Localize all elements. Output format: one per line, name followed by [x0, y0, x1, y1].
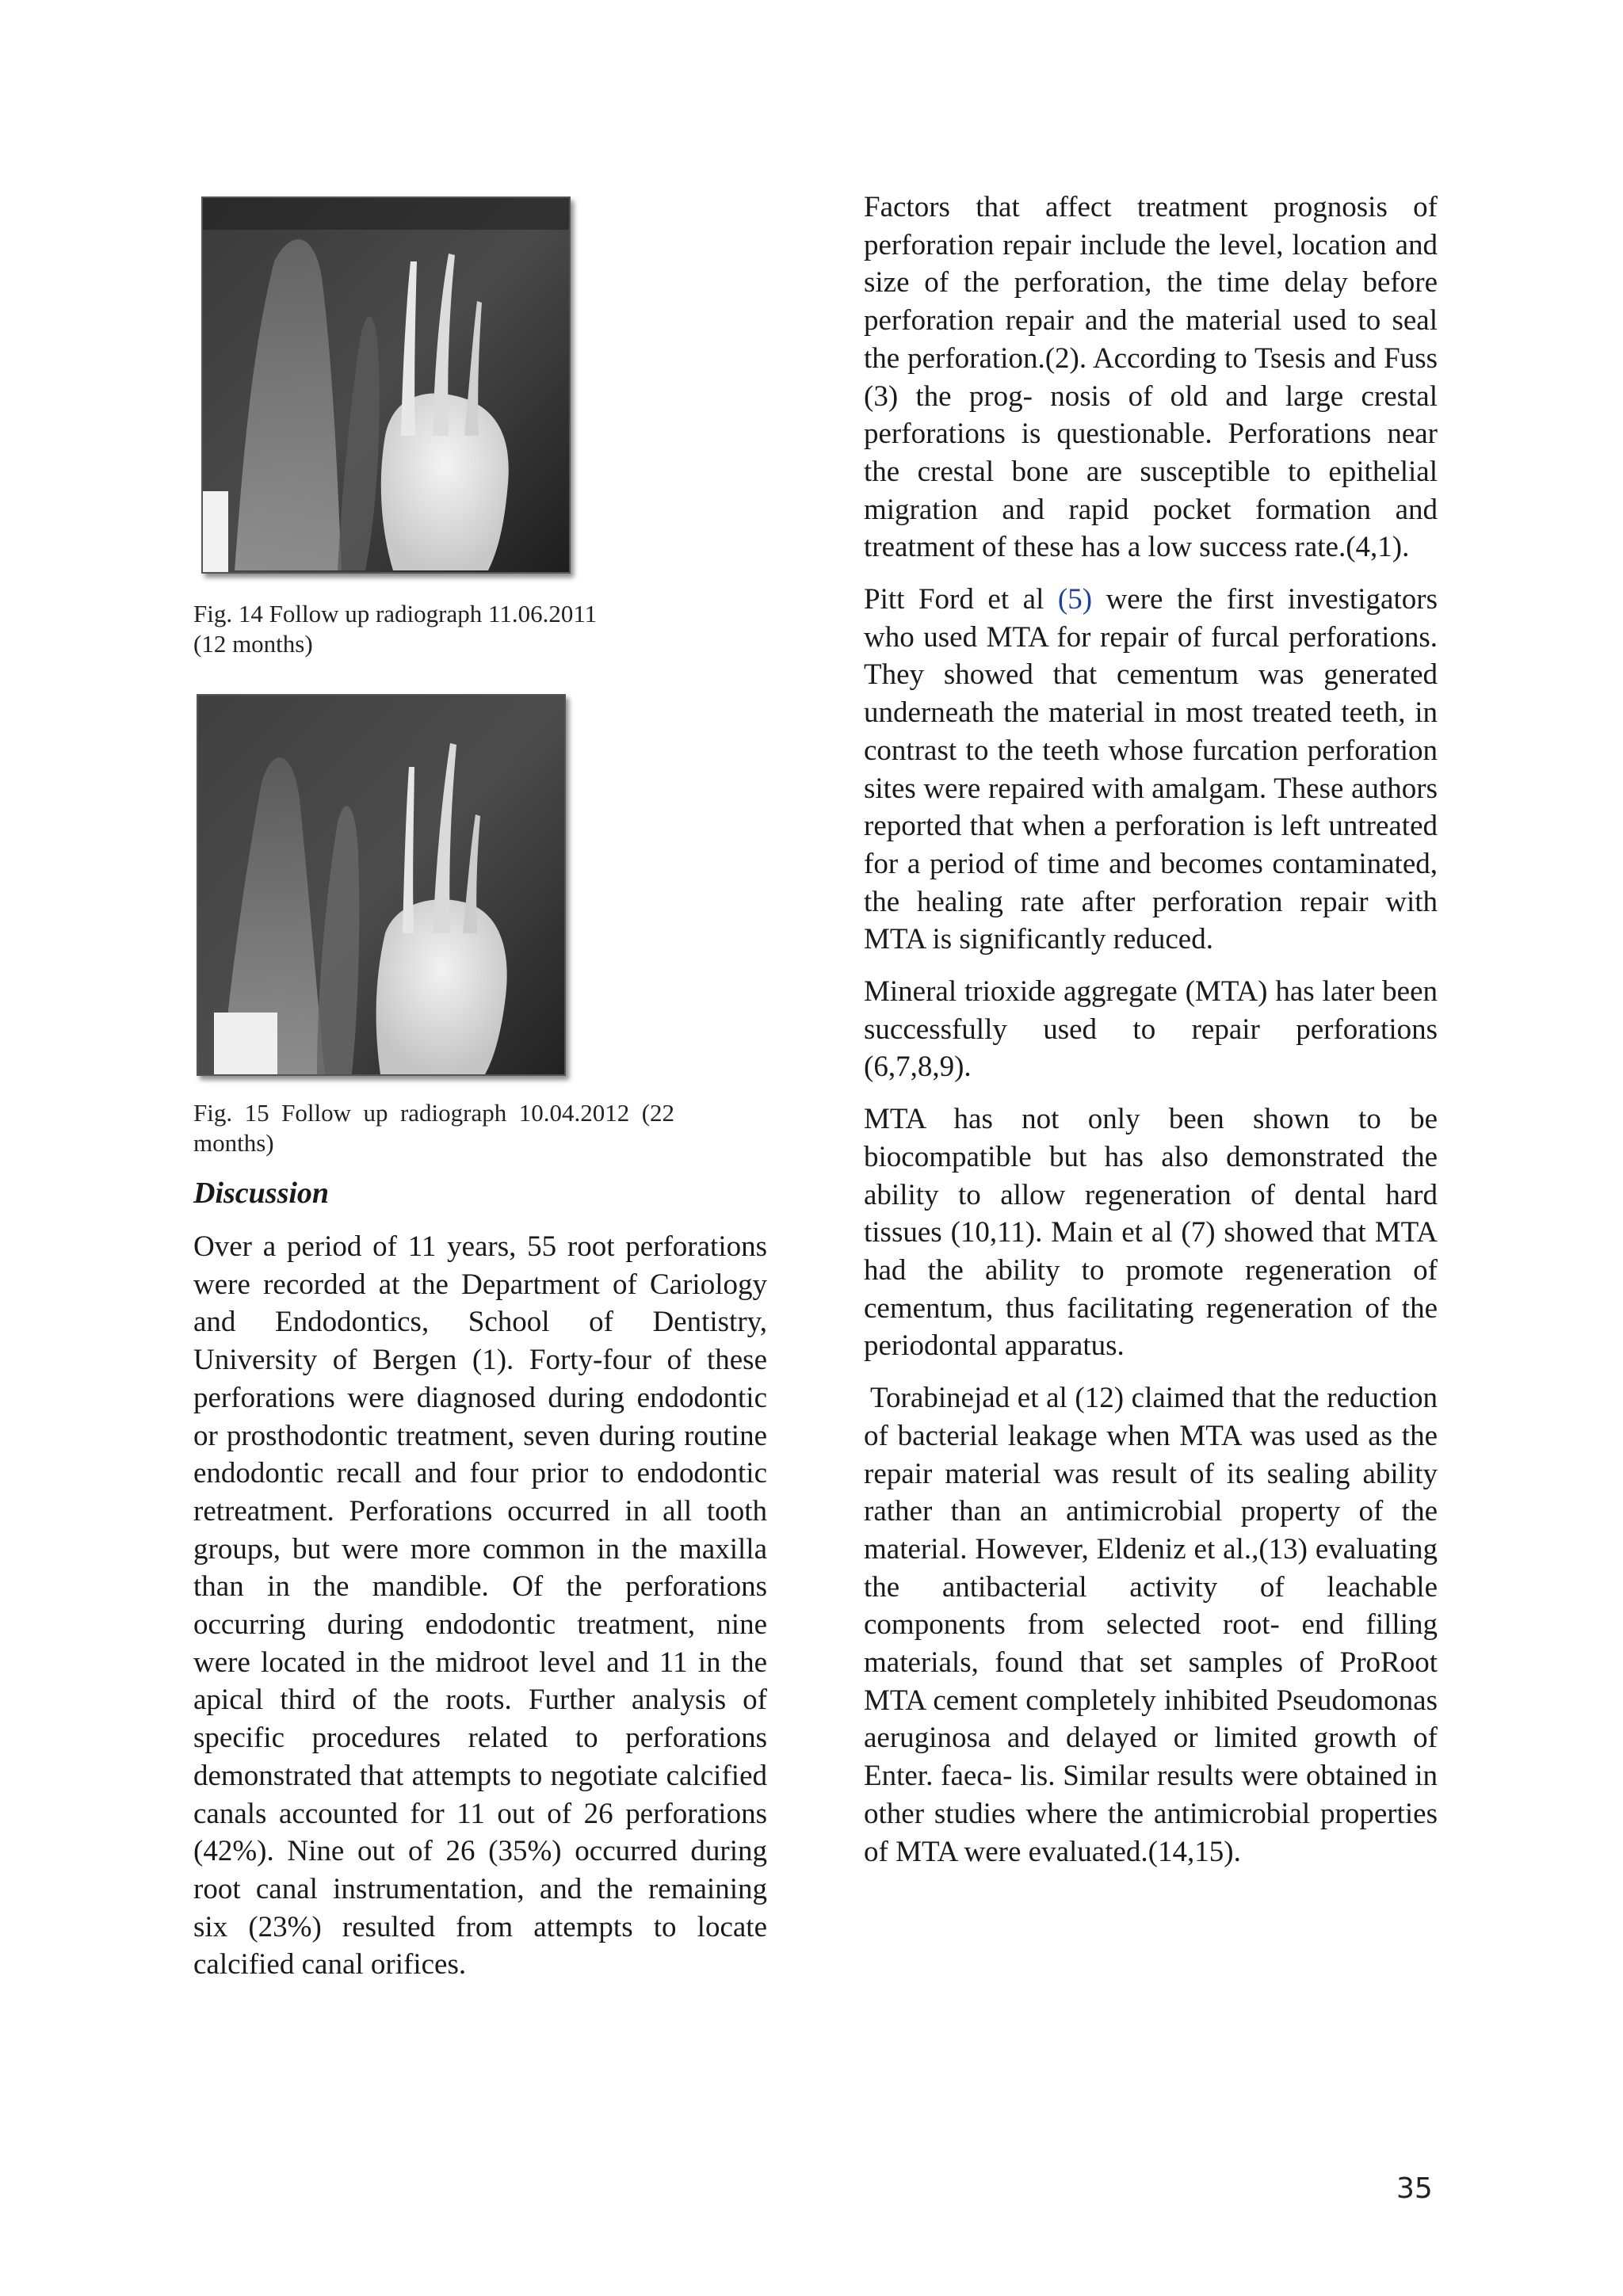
- mta-biocompatible-paragraph: MTA has not only been shown to be biocompatible but has also demonstrated the ability to allow regeneration of dental hard tissues (10,11). Main et al (7) showed that MTA had the ability to promote regeneration of cementum, thus facilitating regeneration of the periodontal apparatus.: [864, 1103, 1438, 1363]
- torabinejad-paragraph: Torabinejad et al (12) claimed that the reduction of bacterial leakage when MTA was used as the repair material was result of its sealing ability rather than an antimicrobial property of the material. However, Eldeniz et al.,(13) evaluating the antibacterial activity of leachable components from selected root- end filling materials, found that set samples of ProRoot MTA cement completely inhibited Pseudomonas aeruginosa and delayed or limited growth of Enter. faeca- lis. Similar results were obtained in other studies where the antimicrobial properties of MTA were evaluated.(14,15).: [864, 1382, 1438, 1868]
- mta-later-paragraph: Mineral trioxide aggregate (MTA) has later been successfully used to repair perforations (6,7,8,9).: [864, 975, 1438, 1084]
- figure-15-caption-line1: Fig. 15 Follow up radiograph 10.04.2012 (22: [193, 1099, 675, 1127]
- figure-15-caption-line2: months): [193, 1129, 274, 1157]
- pitt-ford-paragraph-rest: were the first investigators who used MTA for repair of furcal perforations. They showed that cementum was generated underneath the material in most treated teeth, in contrast to the teeth whose furcation perforation sites were repaired with amalgam. These authors reported that when a perforation is left untreated for a period of time and becomes contaminated, the healing rate after perforation repair with MTA is significantly reduced.: [864, 583, 1438, 956]
- left-column: [193, 196, 767, 1998]
- reference-link-5[interactable]: (5): [1057, 583, 1093, 616]
- page-number: 35: [1396, 2172, 1433, 2205]
- pitt-ford-paragraph-start: Pitt Ford et al: [864, 583, 1058, 616]
- radiograph-image-14: [201, 196, 571, 574]
- figure-15: [193, 694, 767, 1158]
- radiograph-image-15: [197, 694, 566, 1076]
- figure-15-caption: [193, 1098, 767, 1158]
- discussion-heading: Discussion: [193, 1177, 330, 1210]
- figure-14-caption-line1: Fig. 14 Follow up radiograph 11.06.2011: [193, 600, 598, 627]
- pitt-ford-paragraph: [864, 581, 1438, 959]
- figure-14-caption: [193, 599, 767, 659]
- discussion-paragraph-1: Over a period of 11 years, 55 root perforations were recorded at the Department of Cariology and Endodontics, School of Dentistry, University of Bergen (1). Forty-four of these perforations were diagnosed during endodontic or prosthodontic treatment, seven during routine endodontic recall and four prior to endodontic retreatment. Perforations occurred in all tooth groups, but were more common in the maxilla than in the mandible. Of the perforations occurring during endodontic treatment, nine were located in the midroot level and 11 in the apical third of the roots. Further analysis of specific procedures related to perforations demonstrated that attempts to negotiate calcified canals accounted for 11 out of 26 perforations (42%). Nine out of 26 (35%) occurred during root canal instrumentation, and the remaining six (23%) resulted from attempts to locate calcified canal orifices.: [193, 1230, 767, 1981]
- figure-14-caption-line2: (12 months): [193, 630, 313, 658]
- prognosis-paragraph: Factors that affect treatment prognosis of perforation repair include the level, location and size of the perforation, the time delay before perforation repair and the material used to seal the perforation.(2). According to Tsesis and Fuss (3) the prog- nosis of old and large crestal perforations is questionable. Perforations near the crestal bone are susceptible to epithelial migration and rapid pocket formation and treatment of these has a low success rate.(4,1).: [864, 191, 1438, 564]
- figure-14: [193, 196, 767, 659]
- right-column: [864, 189, 1438, 1885]
